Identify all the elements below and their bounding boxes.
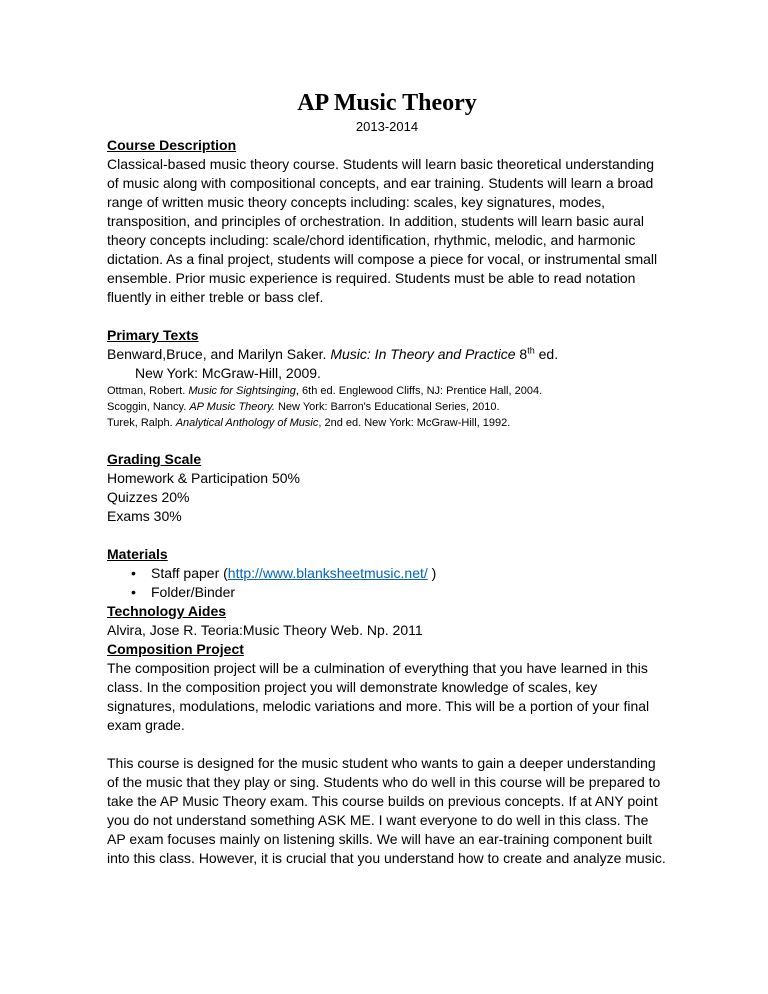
- bullet-icon: •: [131, 584, 136, 600]
- composition-project-text: The composition project will be a culmination of everything that you have learned in this class. In the composition project you will demonstrate knowledge of scales, key signatures, modulations, melodic variations and more. This will be a portion of your final exam grade.: [107, 660, 650, 733]
- citation-rest: , 6th ed. Englewood Cliffs, NJ: Prentice Hall, 2004.: [295, 385, 543, 397]
- citation-rest: New York: Barron's Educational Series, 2010.: [274, 401, 500, 413]
- primary-text-citation: [107, 345, 667, 364]
- secondary-text-citation: [107, 383, 667, 399]
- citation-title: Analytical Anthology of Music: [175, 417, 319, 429]
- materials-heading: Materials: [107, 546, 168, 562]
- course-description-text: Classical-based music theory course. Students will learn basic theoretical understanding of music along with compositional concepts, and ear training. Students will learn a broad range of written music theory concepts including: scales, key signatures, modes, transposition, and principles of orchestration. In addition, students will learn basic aural theory concepts including: scale/chord identification, rhythmic, melodic, and harmonic dictation. As a final project, students will compose a piece for vocal, or instrumental small ensemble. Prior music experience is required. Students must be able to read notation fluently in either treble or bass clef.: [107, 156, 658, 305]
- citation-edition-sup: th: [527, 345, 535, 356]
- citation-rest: , 2nd ed. New York: McGraw-Hill, 1992.: [318, 417, 511, 429]
- primary-texts-heading: Primary Texts: [107, 327, 199, 343]
- grading-scale-heading: Grading Scale: [107, 451, 202, 467]
- blank-sheet-music-link[interactable]: http://www.blanksheetmusic.net/: [227, 565, 428, 581]
- materials-item: [131, 564, 667, 583]
- secondary-text-citation: [107, 415, 667, 431]
- grading-item: Exams 30%: [107, 508, 182, 524]
- citation-edition: 8: [515, 346, 528, 362]
- citation-ed: ed.: [534, 346, 559, 362]
- grading-item: Homework & Participation 50%: [107, 470, 300, 486]
- citation-title: AP Music Theory.: [189, 401, 275, 413]
- grading-item: Quizzes 20%: [107, 489, 190, 505]
- materials-item-suffix: ): [427, 565, 437, 581]
- citation-author: Scoggin, Nancy.: [107, 401, 190, 413]
- citation-title: Music for Sightsinging: [188, 385, 296, 397]
- school-year: 2013-2014: [355, 119, 419, 134]
- technology-aides-heading: Technology Aides: [107, 603, 227, 619]
- secondary-text-citation: [107, 399, 667, 415]
- citation-title: Music: In Theory and Practice: [330, 346, 516, 362]
- closing-paragraph: This course is designed for the music student who wants to gain a deeper understanding of the music that they play or sing. Students who do well in this course will be prepared to take the AP Music Theory exam. This course builds on previous concepts. If at ANY point you do not understand something ASK ME. I want everyone to do well in this class. The AP exam focuses mainly on listening skills. We will have an ear-training component built into this class. However, it is crucial that you understand how to create and analyze music.: [107, 755, 666, 866]
- technology-aides-text: Alvira, Jose R. Teoria:Music Theory Web. Np. 2011: [107, 622, 423, 638]
- course-description-heading: Course Description: [107, 137, 237, 153]
- bullet-icon: •: [131, 565, 136, 581]
- materials-item-text: Staff paper (: [151, 565, 228, 581]
- primary-text-publisher: New York: McGraw-Hill, 2009.: [135, 365, 321, 381]
- materials-item: [131, 583, 667, 602]
- materials-list: [107, 564, 667, 602]
- composition-project-heading: Composition Project: [107, 641, 244, 657]
- document-page: [107, 88, 667, 868]
- citation-authors: Benward,Bruce, and Marilyn Saker.: [107, 346, 331, 362]
- page-title: AP Music Theory: [297, 90, 477, 116]
- citation-author: Ottman, Robert.: [107, 385, 189, 397]
- materials-item-text: Folder/Binder: [151, 584, 236, 600]
- citation-author: Turek, Ralph.: [107, 417, 176, 429]
